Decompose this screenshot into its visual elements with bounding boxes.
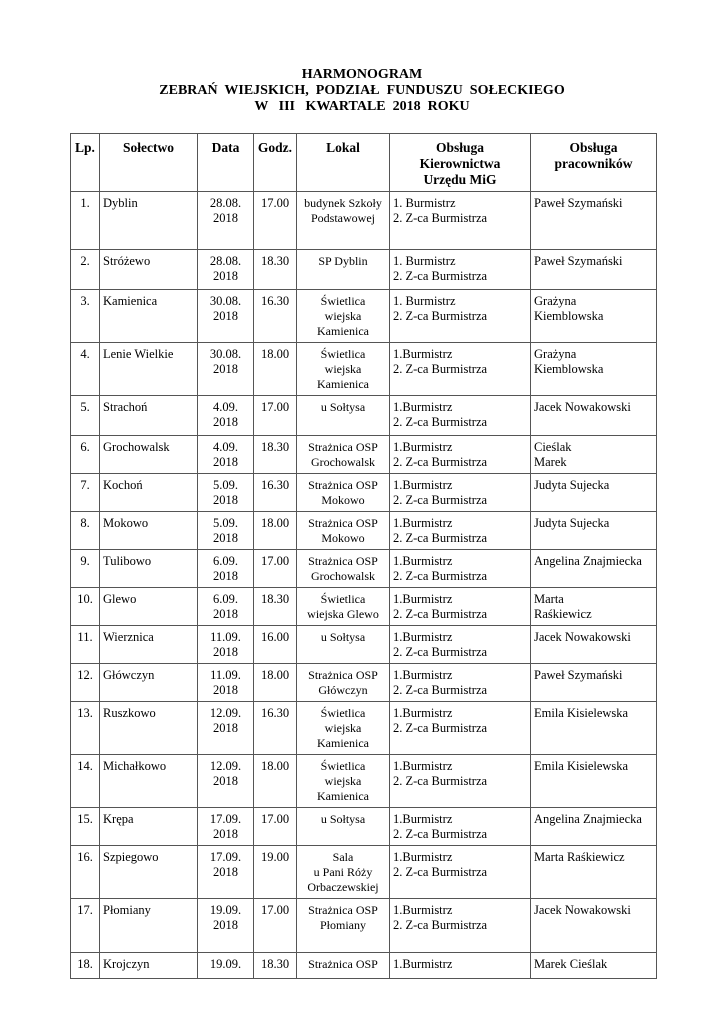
cell-lokal-line: Strażnica OSP <box>308 478 378 492</box>
cell-lokal-line: Płomiany <box>319 918 366 932</box>
cell-lokal-line: Mokowo <box>321 531 365 545</box>
cell-data-line: 2018 <box>213 645 238 659</box>
cell-data <box>198 808 254 846</box>
cell-lokal <box>297 512 390 550</box>
cell-kierownictwo <box>390 250 531 290</box>
cell-data <box>198 250 254 290</box>
cell-pracownicy-line: Marek Cieślak <box>534 957 608 971</box>
cell-data-line: 2018 <box>213 569 238 583</box>
col-kierownictwo-header-line: Kierownictwa <box>419 156 501 171</box>
cell-kierownictwo <box>390 846 531 899</box>
cell-pracownicy-line: Kiemblowska <box>534 309 604 323</box>
cell-lokal-line: Grochowalsk <box>311 455 375 469</box>
cell-data <box>198 290 254 343</box>
cell-data-line: 2018 <box>213 531 238 545</box>
schedule-table <box>70 133 657 979</box>
col-pracownicy-header <box>531 134 657 192</box>
cell-pracownicy-line: Paweł Szymański <box>534 254 623 268</box>
cell-data <box>198 846 254 899</box>
cell-pracownicy <box>531 436 657 474</box>
cell-solectwo: Wierznica <box>100 626 198 664</box>
cell-pracownicy <box>531 343 657 396</box>
col-data-header-line: Data <box>211 140 240 155</box>
cell-kierownictwo-line: 1.Burmistrz <box>393 630 453 644</box>
cell-kierownictwo-line: 1. Burmistrz <box>393 294 456 308</box>
cell-data-line: 2018 <box>213 774 238 788</box>
cell-data-line: 28.08. <box>209 254 242 268</box>
cell-lokal-line: Kamienica <box>317 736 369 750</box>
cell-lokal-line: Strażnica OSP <box>308 957 378 971</box>
cell-kierownictwo <box>390 899 531 953</box>
cell-lokal-line: Strażnica OSP <box>308 554 378 568</box>
cell-lokal <box>297 626 390 664</box>
cell-pracownicy-line: Angelina Znajmiecka <box>534 812 642 826</box>
cell-data <box>198 702 254 755</box>
cell-data-line: 19.09. <box>209 957 242 971</box>
cell-pracownicy-line: Grażyna <box>534 347 577 361</box>
col-solectwo-header <box>100 134 198 192</box>
cell-lokal-line: wiejska Glewo <box>307 607 379 621</box>
cell-lp: 3. <box>71 290 100 343</box>
cell-kierownictwo-line: 2. Z-ca Burmistrza <box>393 774 488 788</box>
table-row <box>71 436 657 474</box>
cell-lp: 5. <box>71 396 100 436</box>
cell-godz: 18.00 <box>254 343 297 396</box>
cell-lokal-line: Orbaczewskiej <box>307 880 379 894</box>
cell-pracownicy-line: Jacek Nowakowski <box>534 400 631 414</box>
cell-kierownictwo <box>390 343 531 396</box>
cell-pracownicy-line: Marta <box>534 592 564 606</box>
cell-lp: 17. <box>71 899 100 953</box>
cell-kierownictwo-line: 2. Z-ca Burmistrza <box>393 455 488 469</box>
cell-solectwo: Lenie Wielkie <box>100 343 198 396</box>
cell-lp: 2. <box>71 250 100 290</box>
cell-lp: 1. <box>71 192 100 250</box>
cell-data <box>198 588 254 626</box>
cell-data <box>198 343 254 396</box>
cell-godz: 18.30 <box>254 250 297 290</box>
cell-kierownictwo-line: 1.Burmistrz <box>393 850 453 864</box>
cell-kierownictwo-line: 2. Z-ca Burmistrza <box>393 721 488 735</box>
cell-pracownicy-line: Marta Raśkiewicz <box>534 850 625 864</box>
cell-pracownicy <box>531 250 657 290</box>
cell-data-line: 2018 <box>213 865 238 879</box>
cell-data <box>198 436 254 474</box>
cell-lokal-line: Mokowo <box>321 493 365 507</box>
col-kierownictwo-header <box>390 134 531 192</box>
cell-solectwo: Szpiegowo <box>100 846 198 899</box>
cell-solectwo: Stróżewo <box>100 250 198 290</box>
cell-kierownictwo-line: 1.Burmistrz <box>393 812 453 826</box>
cell-kierownictwo <box>390 588 531 626</box>
cell-pracownicy-line: Judyta Sujecka <box>534 478 610 492</box>
table-row <box>71 396 657 436</box>
cell-lp: 7. <box>71 474 100 512</box>
cell-lokal-line: SP Dyblin <box>318 254 368 268</box>
cell-data-line: 2018 <box>213 415 238 429</box>
cell-data <box>198 474 254 512</box>
cell-lokal-line: Główczyn <box>318 683 368 697</box>
cell-data-line: 2018 <box>213 721 238 735</box>
cell-kierownictwo <box>390 396 531 436</box>
cell-data <box>198 626 254 664</box>
cell-lokal-line: Grochowalsk <box>311 569 375 583</box>
cell-lokal <box>297 702 390 755</box>
cell-lokal-line: Strażnica OSP <box>308 668 378 682</box>
table-row <box>71 343 657 396</box>
cell-kierownictwo-line: 2. Z-ca Burmistrza <box>393 645 488 659</box>
cell-lokal <box>297 808 390 846</box>
cell-lokal-line: Świetlica <box>320 347 366 361</box>
cell-pracownicy <box>531 512 657 550</box>
cell-data-line: 17.09. <box>209 812 242 826</box>
cell-godz: 16.30 <box>254 290 297 343</box>
cell-kierownictwo <box>390 755 531 808</box>
cell-solectwo: Mokowo <box>100 512 198 550</box>
cell-godz: 16.30 <box>254 474 297 512</box>
cell-kierownictwo <box>390 702 531 755</box>
cell-lokal-line: u Sołtysa <box>320 400 366 414</box>
cell-pracownicy <box>531 899 657 953</box>
cell-lp: 12. <box>71 664 100 702</box>
cell-solectwo: Strachoń <box>100 396 198 436</box>
cell-pracownicy <box>531 702 657 755</box>
table-row <box>71 664 657 702</box>
cell-pracownicy-line: Emila Kisielewska <box>534 759 629 773</box>
cell-kierownictwo <box>390 664 531 702</box>
col-godz-header <box>254 134 297 192</box>
table-row <box>71 899 657 953</box>
col-lp-header-line: Lp. <box>75 140 95 155</box>
col-data-header <box>198 134 254 192</box>
cell-lokal <box>297 846 390 899</box>
cell-data-line: 5.09. <box>213 516 238 530</box>
cell-kierownictwo-line: 1.Burmistrz <box>393 400 453 414</box>
cell-data-line: 28.08. <box>209 196 242 210</box>
cell-lokal <box>297 474 390 512</box>
cell-godz: 18.30 <box>254 588 297 626</box>
cell-godz: 18.30 <box>254 436 297 474</box>
cell-pracownicy-line: Jacek Nowakowski <box>534 630 631 644</box>
cell-godz: 16.30 <box>254 702 297 755</box>
cell-pracownicy <box>531 588 657 626</box>
cell-kierownictwo-line: 2. Z-ca Burmistrza <box>393 269 488 283</box>
cell-data-line: 30.08. <box>209 294 242 308</box>
cell-data-line: 2018 <box>213 269 238 283</box>
cell-lokal-line: wiejska <box>324 309 362 323</box>
table-body <box>71 192 657 979</box>
table-row <box>71 702 657 755</box>
cell-pracownicy <box>531 474 657 512</box>
cell-kierownictwo <box>390 290 531 343</box>
cell-lokal-line: Strażnica OSP <box>308 903 378 917</box>
cell-kierownictwo <box>390 626 531 664</box>
cell-lokal-line: Świetlica <box>320 706 366 720</box>
col-lp-header <box>71 134 100 192</box>
cell-data <box>198 755 254 808</box>
document-title <box>0 67 724 115</box>
cell-lokal <box>297 396 390 436</box>
cell-lokal-line: Kamienica <box>317 789 369 803</box>
cell-solectwo: Główczyn <box>100 664 198 702</box>
cell-pracownicy-line: Emila Kisielewska <box>534 706 629 720</box>
cell-kierownictwo <box>390 192 531 250</box>
cell-data-line: 2018 <box>213 362 238 376</box>
cell-lp: 13. <box>71 702 100 755</box>
title-line-3: W III KWARTALE 2018 ROKU <box>254 99 470 114</box>
cell-pracownicy <box>531 290 657 343</box>
cell-data-line: 2018 <box>213 827 238 841</box>
cell-lokal <box>297 290 390 343</box>
cell-lokal <box>297 436 390 474</box>
cell-pracownicy <box>531 808 657 846</box>
cell-pracownicy-line: Angelina Znajmiecka <box>534 554 642 568</box>
cell-solectwo: Grochowalsk <box>100 436 198 474</box>
cell-pracownicy-line: Kiemblowska <box>534 362 604 376</box>
cell-kierownictwo <box>390 474 531 512</box>
cell-data <box>198 953 254 979</box>
cell-lp: 14. <box>71 755 100 808</box>
cell-data <box>198 550 254 588</box>
cell-kierownictwo <box>390 436 531 474</box>
cell-kierownictwo-line: 1.Burmistrz <box>393 554 453 568</box>
cell-lokal <box>297 250 390 290</box>
cell-godz: 17.00 <box>254 550 297 588</box>
cell-lokal-line: Świetlica <box>320 294 366 308</box>
cell-godz: 17.00 <box>254 396 297 436</box>
cell-data-line: 2018 <box>213 683 238 697</box>
cell-lokal <box>297 953 390 979</box>
cell-solectwo: Tulibowo <box>100 550 198 588</box>
cell-lp: 11. <box>71 626 100 664</box>
cell-lp: 18. <box>71 953 100 979</box>
cell-kierownictwo <box>390 550 531 588</box>
cell-lokal-line: Sala <box>332 850 354 864</box>
cell-kierownictwo-line: 2. Z-ca Burmistrza <box>393 918 488 932</box>
cell-godz: 18.30 <box>254 953 297 979</box>
cell-pracownicy <box>531 846 657 899</box>
cell-data-line: 17.09. <box>209 850 242 864</box>
col-pracownicy-header-line: pracowników <box>554 156 633 171</box>
cell-data-line: 6.09. <box>213 554 238 568</box>
cell-kierownictwo-line: 2. Z-ca Burmistrza <box>393 827 488 841</box>
cell-kierownictwo <box>390 953 531 979</box>
cell-solectwo: Michałkowo <box>100 755 198 808</box>
table-row <box>71 512 657 550</box>
cell-data-line: 30.08. <box>209 347 242 361</box>
table-row <box>71 250 657 290</box>
cell-lp: 10. <box>71 588 100 626</box>
cell-pracownicy-line: Paweł Szymański <box>534 196 623 210</box>
cell-data-line: 11.09. <box>210 630 241 644</box>
table-header-row <box>71 134 657 192</box>
cell-pracownicy <box>531 396 657 436</box>
cell-solectwo: Krępa <box>100 808 198 846</box>
cell-data <box>198 192 254 250</box>
table-row <box>71 755 657 808</box>
cell-lokal-line: Kamienica <box>317 377 369 391</box>
cell-lokal <box>297 588 390 626</box>
cell-pracownicy-line: Judyta Sujecka <box>534 516 610 530</box>
col-lokal-header-line: Lokal <box>326 140 360 155</box>
cell-lokal <box>297 664 390 702</box>
cell-kierownictwo-line: 1.Burmistrz <box>393 347 453 361</box>
cell-pracownicy-line: Jacek Nowakowski <box>534 903 631 917</box>
cell-lokal <box>297 550 390 588</box>
cell-kierownictwo-line: 1.Burmistrz <box>393 668 453 682</box>
cell-solectwo: Krojczyn <box>100 953 198 979</box>
cell-godz: 18.00 <box>254 755 297 808</box>
cell-lokal-line: Świetlica <box>320 759 366 773</box>
cell-kierownictwo-line: 1.Burmistrz <box>393 440 453 454</box>
cell-pracownicy-line: Raśkiewicz <box>534 607 592 621</box>
table-row <box>71 290 657 343</box>
cell-solectwo: Płomiany <box>100 899 198 953</box>
cell-lokal-line: Strażnica OSP <box>308 516 378 530</box>
cell-data <box>198 396 254 436</box>
cell-lokal-line: Kamienica <box>317 324 369 338</box>
cell-lokal-line: Podstawowej <box>311 211 375 225</box>
cell-data-line: 2018 <box>213 211 238 225</box>
cell-data-line: 2018 <box>213 918 238 932</box>
cell-pracownicy <box>531 626 657 664</box>
cell-kierownictwo-line: 2. Z-ca Burmistrza <box>393 309 488 323</box>
cell-godz: 18.00 <box>254 512 297 550</box>
cell-lokal-line: u Sołtysa <box>320 630 366 644</box>
cell-data-line: 2018 <box>213 455 238 469</box>
cell-kierownictwo-line: 1.Burmistrz <box>393 516 453 530</box>
cell-data-line: 12.09. <box>209 759 242 773</box>
cell-pracownicy-line: Cieślak <box>534 440 572 454</box>
col-solectwo-header-line: Sołectwo <box>123 140 174 155</box>
cell-kierownictwo-line: 1.Burmistrz <box>393 903 453 917</box>
cell-data <box>198 512 254 550</box>
cell-solectwo: Glewo <box>100 588 198 626</box>
col-pracownicy-header-line: Obsługa <box>569 140 618 155</box>
cell-pracownicy-line: Grażyna <box>534 294 577 308</box>
table-row <box>71 846 657 899</box>
cell-godz: 17.00 <box>254 808 297 846</box>
cell-godz: 16.00 <box>254 626 297 664</box>
cell-data-line: 4.09. <box>213 440 238 454</box>
cell-lp: 15. <box>71 808 100 846</box>
cell-pracownicy <box>531 192 657 250</box>
cell-lokal-line: wiejska <box>324 774 362 788</box>
cell-data-line: 2018 <box>213 607 238 621</box>
cell-kierownictwo-line: 1. Burmistrz <box>393 254 456 268</box>
cell-data-line: 2018 <box>213 309 238 323</box>
cell-kierownictwo <box>390 808 531 846</box>
cell-lokal <box>297 343 390 396</box>
title-line-1: HARMONOGRAM <box>301 67 423 82</box>
cell-lokal-line: wiejska <box>324 721 362 735</box>
cell-lp: 9. <box>71 550 100 588</box>
cell-kierownictwo-line: 2. Z-ca Burmistrza <box>393 865 488 879</box>
cell-kierownictwo <box>390 512 531 550</box>
cell-data-line: 2018 <box>213 493 238 507</box>
cell-kierownictwo-line: 2. Z-ca Burmistrza <box>393 415 488 429</box>
cell-lokal <box>297 192 390 250</box>
cell-data-line: 19.09. <box>209 903 242 917</box>
cell-lokal <box>297 755 390 808</box>
cell-kierownictwo-line: 2. Z-ca Burmistrza <box>393 362 488 376</box>
cell-solectwo: Ruszkowo <box>100 702 198 755</box>
cell-pracownicy <box>531 550 657 588</box>
cell-lokal-line: u Pani Róży <box>313 865 373 879</box>
cell-pracownicy <box>531 664 657 702</box>
cell-godz: 18.00 <box>254 664 297 702</box>
cell-godz: 17.00 <box>254 899 297 953</box>
cell-lokal-line: budynek Szkoły <box>304 196 382 210</box>
cell-pracownicy <box>531 953 657 979</box>
table-row <box>71 626 657 664</box>
title-line-2: ZEBRAŃ WIEJSKICH, PODZIAŁ FUNDUSZU SOŁECKIEGO <box>159 83 565 98</box>
cell-kierownictwo-line: 1.Burmistrz <box>393 592 453 606</box>
cell-solectwo: Kochoń <box>100 474 198 512</box>
cell-kierownictwo-line: 1.Burmistrz <box>393 478 453 492</box>
cell-data-line: 11.09. <box>210 668 241 682</box>
col-kierownictwo-header-line: Urzędu MiG <box>423 172 497 187</box>
cell-kierownictwo-line: 1.Burmistrz <box>393 957 453 971</box>
cell-data-line: 6.09. <box>213 592 238 606</box>
cell-godz: 17.00 <box>254 192 297 250</box>
table-row <box>71 808 657 846</box>
cell-lp: 6. <box>71 436 100 474</box>
cell-lokal-line: wiejska <box>324 362 362 376</box>
col-lokal-header <box>297 134 390 192</box>
cell-kierownictwo-line: 2. Z-ca Burmistrza <box>393 607 488 621</box>
cell-lp: 4. <box>71 343 100 396</box>
cell-solectwo: Kamienica <box>100 290 198 343</box>
cell-lokal-line: Świetlica <box>320 592 366 606</box>
table-row <box>71 550 657 588</box>
cell-data-line: 12.09. <box>209 706 242 720</box>
cell-solectwo: Dyblin <box>100 192 198 250</box>
table-row <box>71 474 657 512</box>
cell-lokal <box>297 899 390 953</box>
cell-lp: 8. <box>71 512 100 550</box>
cell-pracownicy-line: Paweł Szymański <box>534 668 623 682</box>
col-kierownictwo-header-line: Obsługa <box>435 140 485 155</box>
cell-pracownicy <box>531 755 657 808</box>
cell-kierownictwo-line: 2. Z-ca Burmistrza <box>393 493 488 507</box>
cell-kierownictwo-line: 1.Burmistrz <box>393 706 453 720</box>
cell-data-line: 5.09. <box>213 478 238 492</box>
cell-kierownictwo-line: 2. Z-ca Burmistrza <box>393 531 488 545</box>
cell-data <box>198 664 254 702</box>
table-row <box>71 192 657 250</box>
table-row <box>71 588 657 626</box>
cell-pracownicy-line: Marek <box>534 455 567 469</box>
table-row <box>71 953 657 979</box>
cell-kierownictwo-line: 1.Burmistrz <box>393 759 453 773</box>
col-godz-header-line: Godz. <box>257 140 293 155</box>
cell-lokal-line: Strażnica OSP <box>308 440 378 454</box>
cell-lokal-line: u Sołtysa <box>320 812 366 826</box>
cell-data <box>198 899 254 953</box>
cell-kierownictwo-line: 2. Z-ca Burmistrza <box>393 683 488 697</box>
cell-data-line: 4.09. <box>213 400 238 414</box>
cell-kierownictwo-line: 2. Z-ca Burmistrza <box>393 569 488 583</box>
cell-kierownictwo-line: 2. Z-ca Burmistrza <box>393 211 488 225</box>
cell-kierownictwo-line: 1. Burmistrz <box>393 196 456 210</box>
cell-lp: 16. <box>71 846 100 899</box>
cell-godz: 19.00 <box>254 846 297 899</box>
